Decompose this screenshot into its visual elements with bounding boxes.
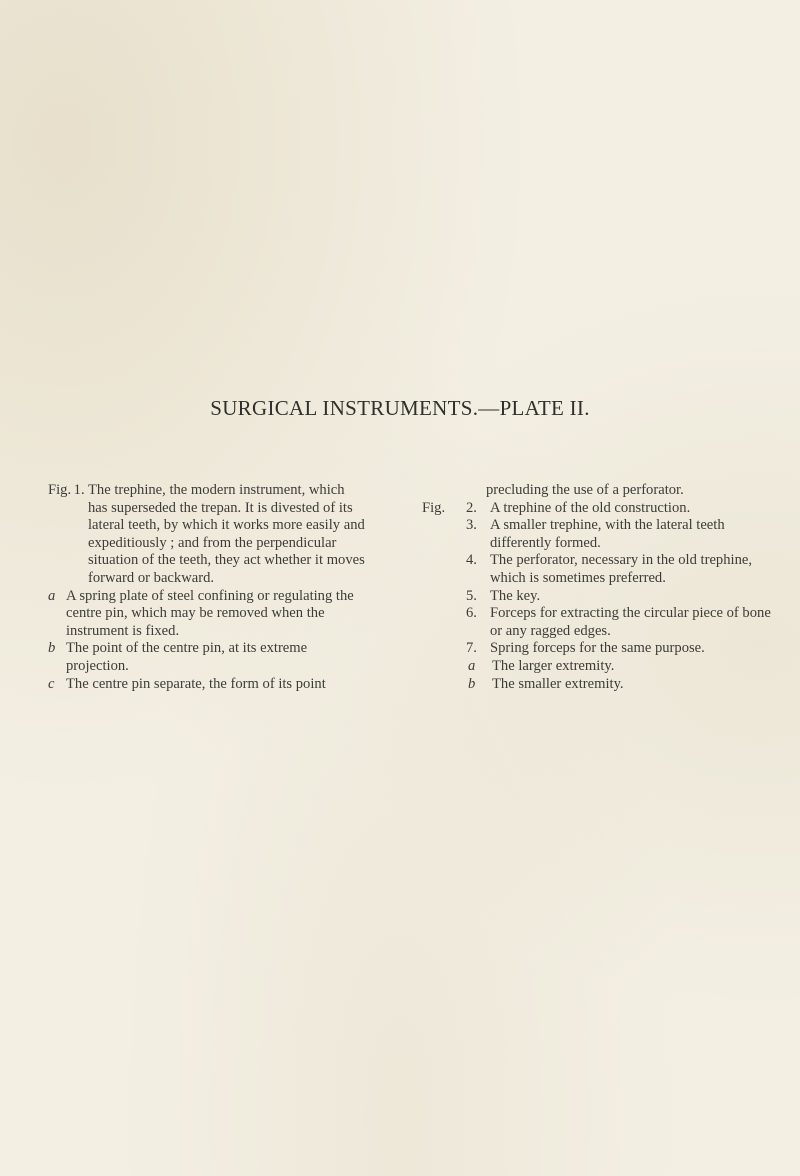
left-column bbox=[48, 482, 366, 693]
fig-2-entry bbox=[420, 500, 780, 518]
list-item bbox=[420, 658, 780, 676]
item-text: A trephine of the old construction. bbox=[490, 499, 691, 516]
item-label: 4. bbox=[466, 552, 477, 569]
list-item bbox=[420, 552, 780, 587]
fig-1-entry bbox=[48, 482, 366, 588]
list-item bbox=[30, 588, 366, 641]
item-text: A smaller trephine, with the lateral teeth differently formed. bbox=[490, 517, 725, 551]
continuation-text: precluding the use of a perforator. bbox=[486, 482, 684, 498]
item-label: 2. bbox=[466, 499, 477, 516]
plate-title: SURGICAL INSTRUMENTS.—PLATE II. bbox=[210, 396, 590, 420]
item-text: Forceps for extracting the circular piece of bone or any ragged edges. bbox=[490, 605, 771, 639]
item-label: a bbox=[48, 587, 56, 604]
item-label: b bbox=[468, 675, 476, 692]
fig-1-label bbox=[48, 482, 88, 588]
item-label: 7. bbox=[466, 640, 477, 657]
item-label: 6. bbox=[466, 605, 477, 622]
item-text: A spring plate of steel confining or regulating the centre pin, which may be removed when the instrument is fixed. bbox=[66, 587, 354, 639]
item-label: 5. bbox=[466, 587, 477, 604]
item-label: 3. bbox=[466, 517, 477, 534]
list-item bbox=[420, 588, 780, 606]
item-text: The key. bbox=[490, 587, 541, 604]
fig-number: 1. bbox=[73, 482, 85, 498]
item-text: The larger extremity. bbox=[492, 657, 615, 674]
list-item bbox=[30, 640, 366, 675]
item-label: a bbox=[468, 657, 476, 674]
list-item bbox=[420, 605, 780, 640]
item-label: b bbox=[48, 640, 56, 657]
fig-word: Fig. bbox=[48, 482, 72, 498]
list-item bbox=[420, 517, 780, 552]
fig-word: Fig. bbox=[422, 499, 446, 516]
item-text: The centre pin separate, the form of its point bbox=[66, 675, 326, 692]
item-text: The perforator, necessary in the old trephine, which is sometimes preferred. bbox=[490, 552, 752, 586]
list-item bbox=[420, 676, 780, 694]
list-item bbox=[30, 676, 366, 694]
list-item bbox=[420, 640, 780, 658]
item-text: The smaller extremity. bbox=[492, 675, 624, 692]
fig-1-text: The trephine, the modern instrument, which has superseded the trepan. It is divested of its lateral teeth, by which it works more easily and expeditiously ; and from the perpendicular situation of the teeth, they act whether it moves forward or backward. bbox=[88, 482, 365, 586]
item-text: Spring forceps for the same purpose. bbox=[490, 640, 705, 657]
item-text: The point of the centre pin, at its extreme projection. bbox=[66, 640, 308, 674]
item-label: c bbox=[48, 675, 55, 692]
right-column bbox=[420, 482, 780, 693]
